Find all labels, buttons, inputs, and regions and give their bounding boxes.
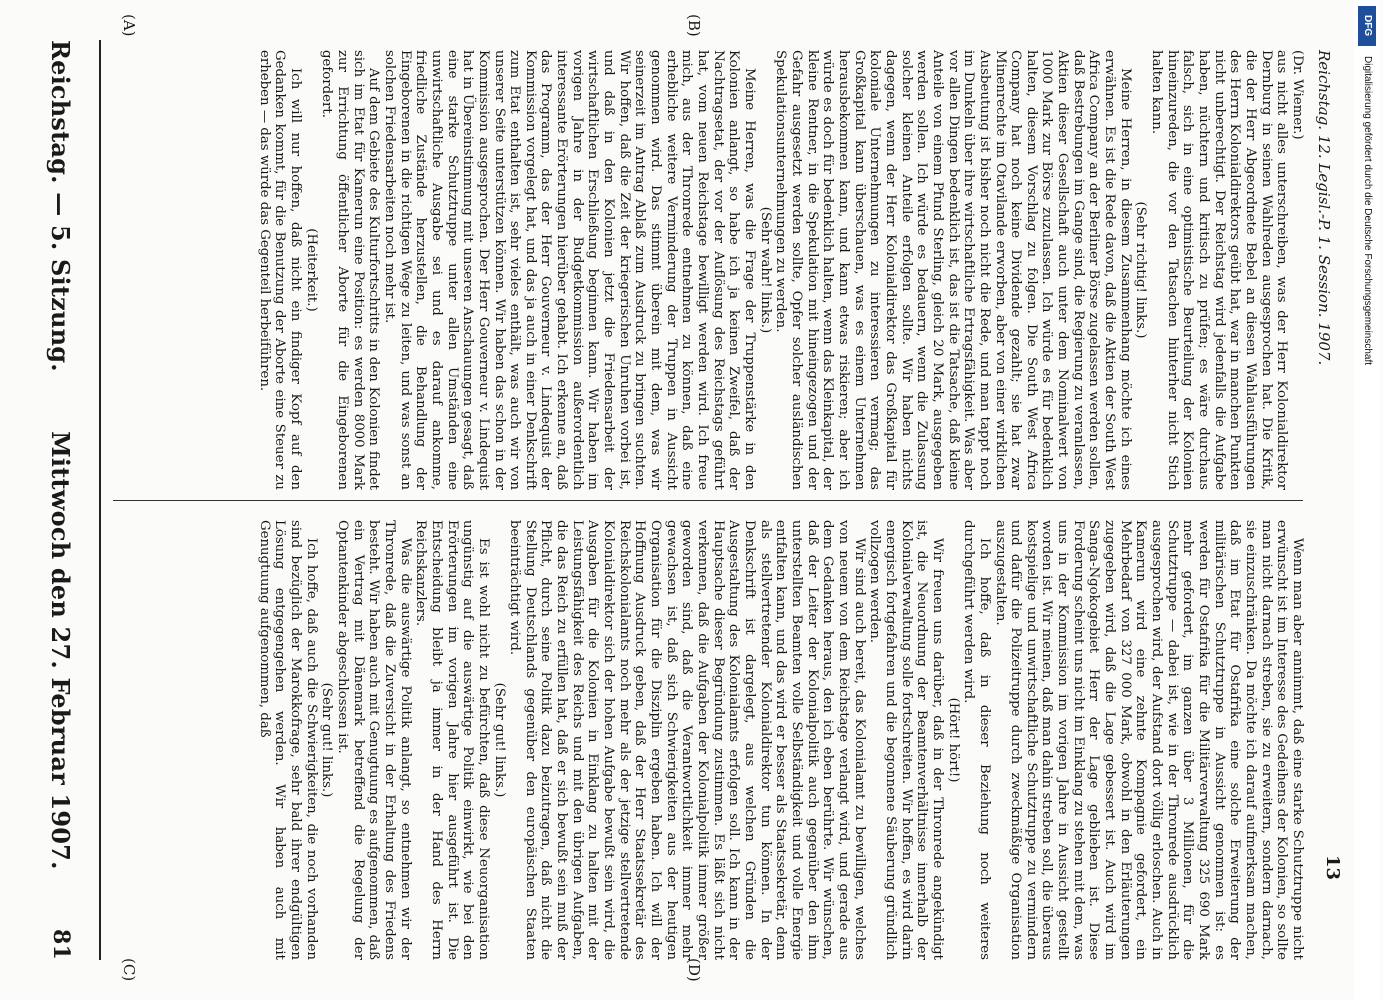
header-date: Mittwoch den 27. Februar 1907. bbox=[46, 431, 76, 870]
paragraph: Meine Herren, in diesem Zusammenhang möchte ich eines erwähnen. Es ist die Rede davon, daß die Aktien der South West Africa Company an der Berliner Börse zugelassen werden sollen, daß Bestrebungen im Gange sind, die Regierung zu veranlassen, Aktien dieser Gesellschaft auch unter dem Nominalwert von 1000 Mark zur Börse zuzulassen. Ich würde es für bedenklich halten, diesem Vorschlag zu folgen. Die South West Africa Company hat noch keine Dividende gezahlt; sie hat zwar Minenrechte im Otavilande erworben, aber von einer wirklichen Ausbeutung ist bisher noch nicht die Rede, und man tappt noch im Dunkeln über ihre wirtschaftliche Ertragsfähigkeit. Was aber vor allen Dingen bedenklich ist, das ist die Tatsache, daß kleine Anteile von einem Pfund Sterling, gleich 20 Mark, ausgegeben werden sollen. Ich würde es bedauern, wenn die Zulassung solcher kleinen Anteile erfolgen sollte. Wir haben nichts dagegen, wenn der Herr Kolonialdirektor das Großkapital für koloniale Unternehmungen zu interessieren vermag; das Großkapital kann überschauen, was es einem Unternehmen herausbekommen kann, und kann etwas riskieren; aber ich würde es doch für bedenklich halten, wenn das Kleinkapital, der kleine Rentner, in die Spekulation mit hineingezogen und der Gefahr ausgesetzt werden sollte, Opfer solcher ausländischen Spekulationsunternehmungen zu werden. bbox=[773, 50, 1133, 490]
interjection: (Sehr gut! links.) bbox=[491, 682, 507, 798]
column-divider bbox=[113, 500, 1303, 501]
footer-legislature: Reichstag. 12. Legisl.-P. 1. Session. 1907. bbox=[1315, 50, 1333, 366]
interjection: (Sehr richtig! links.) bbox=[1133, 201, 1149, 339]
paragraph: Was die auswärtige Politik anlangt, so entnehmen wir der Thronrede, daß die Zuversicht in der Erhaltung des Friedens besteht. Wir haben auch mit Genugtuung es aufgenommen, daß ein Vertrag mit Dänemark betreffend die Regelung der Optantenkinder abgeschlossen ist. bbox=[334, 520, 413, 960]
right-column bbox=[110, 520, 1305, 960]
interjection: (Hört! hört!) bbox=[945, 697, 961, 783]
paragraph: Ich hoffe, daß in dieser Beziehung noch weiteres durchgeführt werden wird. bbox=[961, 520, 992, 960]
margin-mark-c: (C) bbox=[120, 958, 138, 982]
page-number: 81 bbox=[48, 928, 74, 960]
paragraph: Meine Herren, was die Frage der Truppenstärke in den Kolonien anlangt, so habe ich ja keinen Zweifel, daß der Nachtragsetat, der vor der Auflösung des Reichstags geführt hat, vom neuen Reichstage bewilligt werden wird. Ich freue mich, aus der Thronrede entnehmen zu können, daß eine erhebliche weitere Verminderung der Truppen in Aussicht genommen wird. Das stimmt überein mit dem, was wir seinerzeit im Antrag Ablaß zum Ausdruck zu bringen suchten. Wir hoffen, daß die Zeit der kriegerischen Unruhen vorbei ist, und daß in den Kolonien jetzt die Friedensarbeit der wirtschaftlichen Erschließung beginnen kann. Wir haben im vorigen Jahre in der Budgetkommission außerordentlich interessante Erörterungen hierüber gehabt. Ich erkenne an, daß das Programm, das der Herr Gouverneur v. Lindequist der Kommission vorgelegt hat, und das ja auch in einer Denkschrift zum Etat enthalten ist, sehr vieles enthält, was auch wir von unserer Seite unterstützen können. Wir haben das schon in der Kommission ausgesprochen. Der Herr Gouverneur v. Lindequist hat in Übereinstimmung mit unseren Anschauungen gesagt, daß eine starke Schutztruppe unter allen Umständen eine unwirtschaftliche Ausgabe sei und es darauf ankomme, friedliche Zustände herzustellen, die Behandlung der Eingeborenen in die richtigen Wege zu leiten, und was sonst an solchen Friedensarbeiten noch mehr ist. bbox=[381, 50, 758, 490]
header-session: Reichstag. — 5. Sitzung. bbox=[46, 40, 76, 372]
paragraph: Ich hoffe, daß auch die Schwierigkeiten, die noch vorhanden sind bezüglich der Marokkofrage, sehr bald ihrer endgültigen Lösung entgegengehen werden. Wir haben auch mit Genugtuung aufgenommen, daß bbox=[256, 520, 319, 960]
speaker-label: (Dr. Wiemer.) bbox=[1290, 50, 1305, 140]
paragraph: Wir sind auch bereit, das Kolonialamt zu bewilligen, welches von neuem von dem Reichstage verlangt wird, und gerade aus dem Gedanken heraus, den ich eben berührte. Wir wünschen, daß der Leiter der Kolonialpolitik auch gegenüber den ihm unterstellten Beamten volle Selbständigkeit und volle Energie entfalten kann, und das wird er besser als Staatssekretär, denn als stellvertretender Kolonialdirektor tun können. In der Denkschrift ist dargelegt, aus welchen Gründen die Ausgestaltung des Kolonialamts erfolgen soll. Ich kann in der Hauptsache dieser Begründung zustimmen. Es läßt sich nicht verkennen, daß die Aufgaben der Kolonialpolitik immer größer geworden sind, daß die Verantwortlichkeit immer mehr gewachsen ist, daß sich Schwierigkeiten aus der heutigen Organisation für die Disziplin ergeben haben. Ich will der Hoffnung Ausdruck geben, daß der Herr Staatssekretär des Reichskolonialamts noch mehr als der jetzige stellvertretende Kolonialdirektor sich der hohen Aufgabe bewußt sein wird, die Ausgaben für die Kolonien in Einklang zu halten mit der Leistungsfähigkeit des Reichs und mit den übrigen Aufgaben, die das Reich zu erfüllen hat, daß er sich bewußt sein muß der Pflicht, durch seine Politik dazu beizutragen, daß nicht die Stellung Deutschlands gegenüber den europäischen Staaten beeinträchtigt wird. bbox=[507, 520, 867, 960]
interjection: (Heiterkeit.) bbox=[303, 228, 319, 312]
paragraph: Wir freuen uns darüber, daß in der Thronrede angekündigt ist, die Neuordnung der Beamtenverhältnisse innerhalb der Kolonialverwaltung solle fortschreiten. Wir hoffen, es wird darin energisch fortgefahren und die begonnene Säuberung gründlich vollzogen werden. bbox=[867, 520, 945, 960]
footer-signature: 13 bbox=[1322, 855, 1343, 881]
paragraph: Wenn man aber annimmt, daß eine starke Schutztruppe nicht erwünscht ist im Interesse des Gedeihens der Kolonien, so sollte man nicht darnach streben, sie zu erweitern, sondern darnach, sie einzuschränken. Da möchte ich darauf aufmerksam machen, daß im Etat für Ostafrika eine solche Erweiterung der militärischen Schutztruppe in Aussicht genommen ist: es werden für Ostafrika für die Militärverwaltung 325 690 Mark mehr gefordert, im ganzen über 3 Millionen, für die Schutztruppe — dabei ist, wie in der Thronrede ausdrücklich ausgesprochen wird, der Aufstand dort völlig erloschen. Auch in Kamerun wird eine zehnte Kompagnie gefordert, ein Mehrbedarf von 327 000 Mark, obwohl in den Erläuterungen zugegeben wird, daß die Lage gebessert ist. Auch wird im Sanga-Ngokogebiet Herr der Lage geblieben ist. Diese Forderung scheint uns nicht im Einklang zu stehen mit dem, was uns in der Kommission im vorigen Jahre in Aussicht gestellt worden ist. Wir meinen, daß man dahin streben soll, die überaus kostspielige und unwirtschaftliche Schutztruppe zu vermindern und dafür die Polizeitruppe durch zweckmäßige Organisation auszugestalten. bbox=[992, 520, 1305, 960]
interjection: (Sehr gut! links.) bbox=[319, 682, 335, 798]
margin-mark-d: (D) bbox=[685, 958, 703, 982]
paragraph: Auf dem Gebiete des Kulturfortschritts in den Kolonien findet sich im Etat für Kamerun eine Position: es werden 8000 Mark zur Errichtung öffentlicher Aborte für die Eingeborenen gefordert. bbox=[319, 50, 382, 490]
interjection: (Sehr wahr! links.) bbox=[757, 206, 773, 334]
paragraph: Ich will nur hoffen, daß nicht ein findiger Kopf auf den Gedanken kommt, für die Benutzung der Aborte eine Steuer zu erheben — das würde das Gegenteil herbeiführen. bbox=[256, 50, 303, 490]
paragraph: aus nicht alles unterschreiben, was der Herr Kolonialdirektor Dernburg in seinen Wahlreden ausgesprochen hat. Die Kritik, die der Herr Abgeordnete Bebel an diesen Wahlausführungen des Herrn Kolonialdirektors geübt hat, war in manchen Punkten nicht unberechtigt. Der Reichstag wird jedenfalls die Aufgabe haben, nüchtern und kritisch zu prüfen; es wäre durchaus falsch, sich in eine optimistische Beurteilung der Kolonien hineinzureden, die vor den Tatsachen hinterher nicht Stich halten kann. bbox=[1149, 50, 1290, 490]
margin-mark-a: (A) bbox=[120, 14, 138, 37]
paragraph: Es ist wohl nicht zu befürchten, daß diese Neuorganisation ungünstig auf die auswärtige Politik einwirkt, wie bei den Erörterungen im vorigen Jahre hier ausgeführt ist. Die Entscheidung bleibt ja immer in der Hand des Herrn Reichskanzlers. bbox=[413, 520, 491, 960]
dfg-logo: DFG bbox=[1358, 6, 1376, 46]
digitization-note: Digitalisierung gefördert durch die Deutsche Forschungsgemeinschaft bbox=[1362, 56, 1373, 366]
margin-mark-b: (B) bbox=[685, 14, 703, 37]
